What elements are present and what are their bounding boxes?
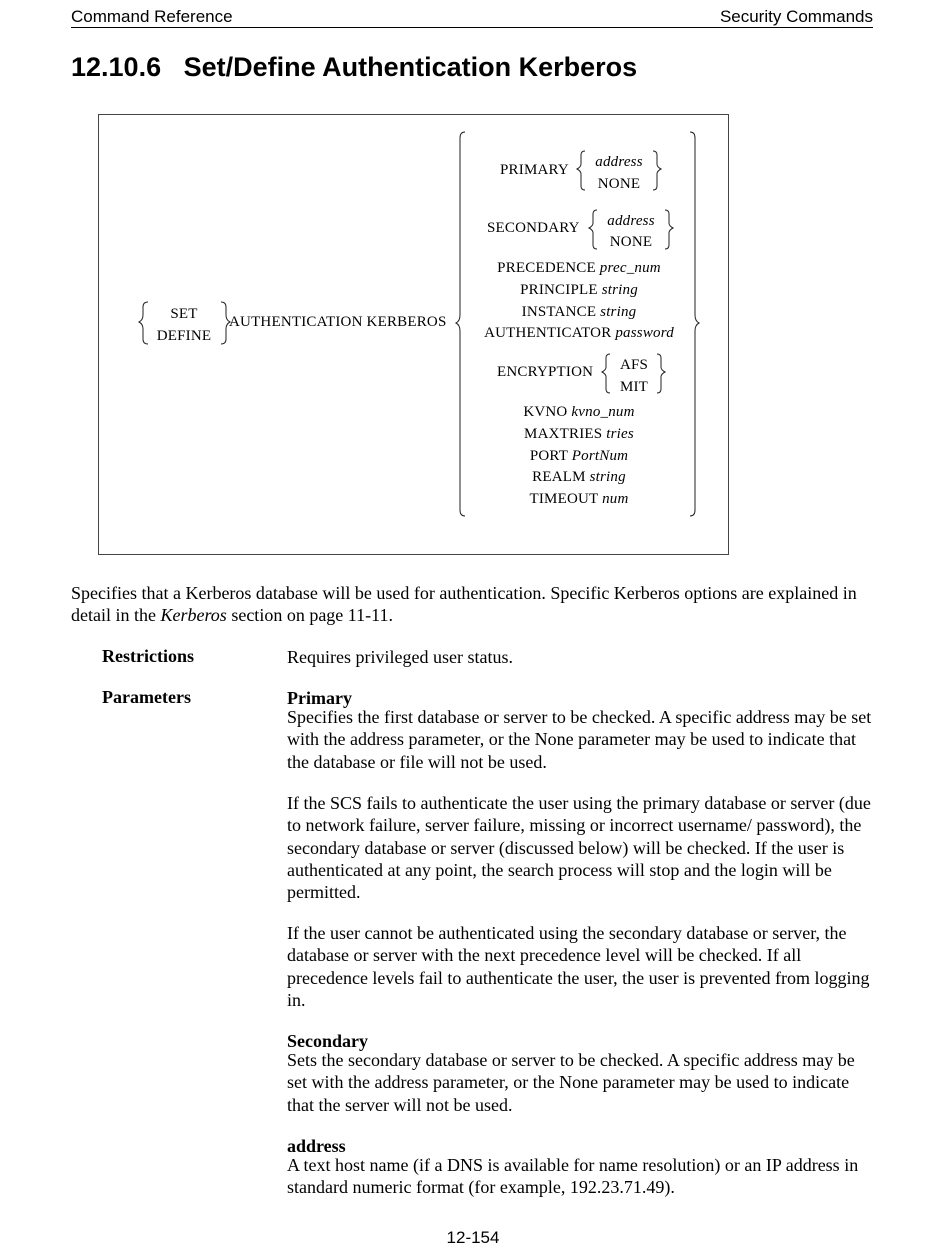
realm-option: REALM string xyxy=(532,469,626,485)
port-option: PORT PortNum xyxy=(529,448,629,464)
header-right: Security Commands xyxy=(719,7,873,26)
set-keyword: SET xyxy=(170,306,198,322)
intro-paragraph: Specifies that a Kerberos database will be used for authentication. Specific Kerberos options are explained in detail in the Kerberos section on page 11-11. xyxy=(71,583,857,625)
syntax-diagram xyxy=(98,114,729,555)
encryption-mit-option: MIT xyxy=(619,379,649,395)
restrictions-text: Requires privileged user status. xyxy=(287,647,513,667)
precedence-fallback-description: If the user cannot be authenticated using the secondary database or server, the database or server with the next precedence level will be checked. If all precedence levels fail to authenticate the user, the user is prevented from logging in. xyxy=(287,923,870,1010)
address-description: A text host name (if a DNS is available for name resolution) or an IP address in standard numeric format (for example, 192.23.71.49). xyxy=(287,1155,859,1198)
secondary-none-option: NONE xyxy=(609,234,653,250)
primary-keyword: PRIMARY xyxy=(500,162,569,178)
secondary-address-option: address xyxy=(607,213,655,229)
primary-description: Specifies the first database or server to be checked. A specific address may be set with the address parameter, or the None parameter may be used to indicate that the database or file will not be used. xyxy=(287,707,872,772)
page-number: 12-154 xyxy=(446,1228,500,1247)
kerberos-reference-link: Kerberos xyxy=(160,605,227,625)
command-keyword: AUTHENTICATION KERBEROS xyxy=(229,314,447,330)
maxtries-option: MAXTRIES tries xyxy=(524,426,634,442)
authenticator-option: AUTHENTICATOR password xyxy=(484,325,674,341)
secondary-heading: Secondary xyxy=(287,1031,368,1051)
secondary-keyword: SECONDARY xyxy=(487,220,580,236)
address-heading: address xyxy=(287,1136,346,1156)
parameters-label: Parameters xyxy=(102,687,191,707)
running-header xyxy=(71,7,873,28)
header-left: Command Reference xyxy=(71,7,233,26)
encryption-afs-option: AFS xyxy=(619,357,649,373)
timeout-option: TIMEOUT num xyxy=(529,491,629,507)
primary-fallback-description: If the SCS fails to authenticate the user using the primary database or server (due to network failure, server failure, missing or incorrect username/ password), the secondary database or server (discussed below) will be checked. If the user is authenticated at any point, the search process will stop and the login will be permitted. xyxy=(287,793,871,903)
primary-heading: Primary xyxy=(287,688,352,708)
principle-option: PRINCIPLE string xyxy=(520,282,638,298)
instance-option: INSTANCE string xyxy=(521,304,637,320)
primary-address-option: address xyxy=(595,154,643,170)
secondary-description: Sets the secondary database or server to be checked. A specific address may be set with the address parameter, or the None parameter may be used to indicate that the server will not be used. xyxy=(287,1050,855,1115)
define-keyword: DEFINE xyxy=(156,328,212,344)
primary-none-option: NONE xyxy=(597,176,641,192)
encryption-keyword: ENCRYPTION xyxy=(497,364,594,380)
kvno-option: KVNO kvno_num xyxy=(523,404,635,420)
section-title: 12.10.6 Set/Define Authentication Kerberos xyxy=(71,52,638,82)
precedence-option: PRECEDENCE prec_num xyxy=(497,260,661,276)
restrictions-label: Restrictions xyxy=(102,646,194,666)
